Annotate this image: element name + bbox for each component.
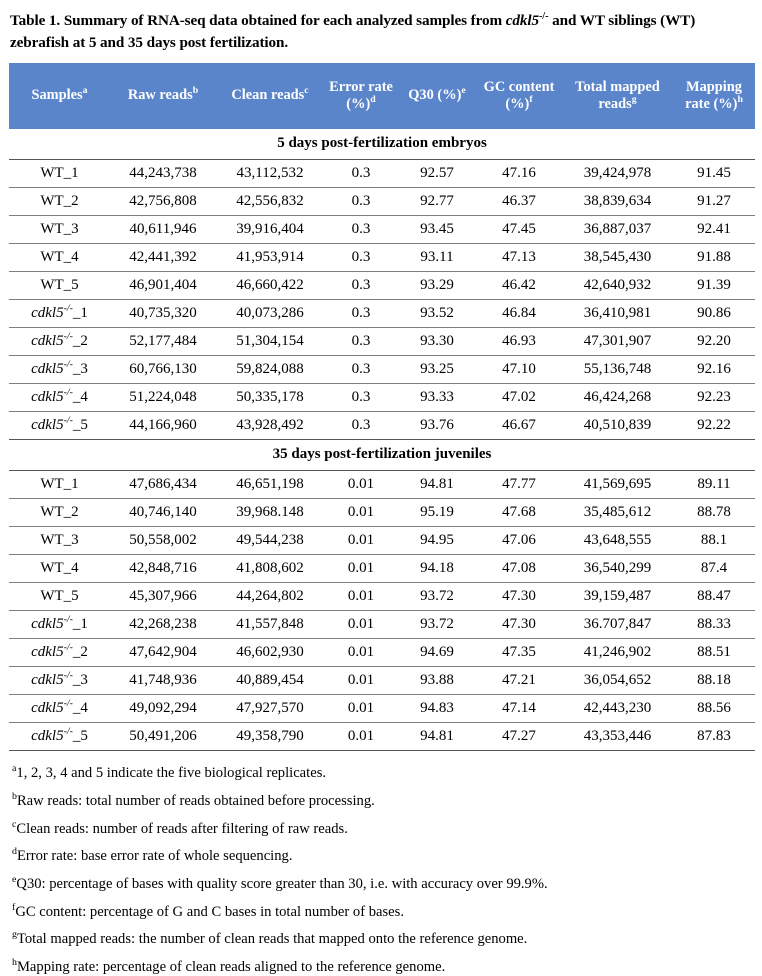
cell-total-mapped-reads: 36.707,847	[562, 611, 673, 639]
cell-total-mapped-reads: 36,410,981	[562, 300, 673, 328]
replicate-suffix: _3	[72, 672, 88, 689]
column-header-footnote-marker: a	[82, 85, 88, 97]
cell-mapping-rate: 92.20	[673, 328, 755, 356]
cell-gc-content: 47.27	[476, 723, 562, 751]
sample-name-cell	[9, 412, 110, 440]
cell-error-rate: 0.01	[324, 695, 398, 723]
cell-raw-reads: 40,746,140	[110, 499, 216, 527]
cell-q30: 93.52	[398, 300, 476, 328]
cell-total-mapped-reads: 43,353,446	[562, 723, 673, 751]
table-row	[9, 328, 755, 356]
column-header-footnote-marker: h	[737, 93, 743, 105]
cell-total-mapped-reads: 43,648,555	[562, 527, 673, 555]
cell-error-rate: 0.01	[324, 583, 398, 611]
footnote-text: 1, 2, 3, 4 and 5 indicate the five biological replicates.	[16, 765, 327, 782]
cell-clean-reads: 49,358,790	[216, 723, 324, 751]
sample-name-cell	[9, 695, 110, 723]
cell-mapping-rate: 87.83	[673, 723, 755, 751]
genotype-superscript: -/-	[63, 670, 73, 682]
cell-mapping-rate: 92.22	[673, 412, 755, 440]
section-header-row	[9, 440, 755, 471]
cell-clean-reads: 40,073,286	[216, 300, 324, 328]
cell-raw-reads: 42,756,808	[110, 188, 216, 216]
footnote-text: Raw reads: total number of reads obtained before processing.	[16, 792, 375, 809]
gene-name: cdkl5	[31, 616, 64, 633]
cell-raw-reads: 44,243,738	[110, 160, 216, 188]
cell-clean-reads: 43,112,532	[216, 160, 324, 188]
genotype-superscript: -/-	[63, 359, 73, 371]
cell-mapping-rate: 88.78	[673, 499, 755, 527]
cell-total-mapped-reads: 36,540,299	[562, 555, 673, 583]
cell-gc-content: 47.68	[476, 499, 562, 527]
cell-q30: 92.77	[398, 188, 476, 216]
column-header-5	[398, 63, 476, 129]
caption-gene-name: cdkl5	[505, 12, 539, 29]
table-row	[9, 723, 755, 751]
sample-name-cell: WT_5	[9, 583, 110, 611]
cell-error-rate: 0.3	[324, 300, 398, 328]
cell-error-rate: 0.01	[324, 667, 398, 695]
cell-clean-reads: 39,968.148	[216, 499, 324, 527]
column-header-4	[324, 63, 398, 129]
cell-error-rate: 0.3	[324, 160, 398, 188]
cell-gc-content: 47.02	[476, 384, 562, 412]
cell-total-mapped-reads: 36,054,652	[562, 667, 673, 695]
cell-raw-reads: 42,848,716	[110, 555, 216, 583]
cell-mapping-rate: 88.18	[673, 667, 755, 695]
genotype-superscript: -/-	[63, 698, 73, 710]
column-header-3	[216, 63, 324, 129]
cell-clean-reads: 41,557,848	[216, 611, 324, 639]
sample-name-cell: WT_4	[9, 244, 110, 272]
sample-name-cell: WT_3	[9, 527, 110, 555]
sample-name-cell	[9, 639, 110, 667]
table-row	[9, 527, 755, 555]
cell-mapping-rate: 88.33	[673, 611, 755, 639]
sample-name-cell: WT_2	[9, 499, 110, 527]
gene-name: cdkl5	[31, 389, 64, 406]
replicate-suffix: _2	[72, 333, 88, 350]
table-row	[9, 188, 755, 216]
cell-total-mapped-reads: 40,510,839	[562, 412, 673, 440]
cell-total-mapped-reads: 42,443,230	[562, 695, 673, 723]
column-header-2	[110, 63, 216, 129]
cell-raw-reads: 42,441,392	[110, 244, 216, 272]
cell-q30: 93.30	[398, 328, 476, 356]
table-row	[9, 695, 755, 723]
section-header-row	[9, 129, 755, 160]
cell-clean-reads: 49,544,238	[216, 527, 324, 555]
cell-gc-content: 47.10	[476, 356, 562, 384]
cell-error-rate: 0.3	[324, 188, 398, 216]
cell-total-mapped-reads: 38,839,634	[562, 188, 673, 216]
cell-q30: 93.72	[398, 583, 476, 611]
cell-gc-content: 47.30	[476, 611, 562, 639]
replicate-suffix: _5	[72, 417, 88, 434]
table-row	[9, 667, 755, 695]
column-header-label: GC content (%)	[483, 78, 555, 112]
cell-q30: 93.33	[398, 384, 476, 412]
cell-q30: 92.57	[398, 160, 476, 188]
cell-error-rate: 0.01	[324, 611, 398, 639]
cell-raw-reads: 60,766,130	[110, 356, 216, 384]
table-row	[9, 639, 755, 667]
cell-gc-content: 47.06	[476, 527, 562, 555]
cell-q30: 93.45	[398, 216, 476, 244]
cell-error-rate: 0.3	[324, 356, 398, 384]
column-header-label: Q30 (%)	[408, 87, 462, 104]
cell-total-mapped-reads: 39,159,487	[562, 583, 673, 611]
footnote-text: Mapping rate: percentage of clean reads aligned to the reference genome.	[16, 959, 446, 976]
cell-gc-content: 47.77	[476, 471, 562, 499]
cell-raw-reads: 51,224,048	[110, 384, 216, 412]
column-header-label: Clean reads	[231, 87, 305, 104]
column-header-label: Samples	[31, 87, 83, 104]
table-header	[9, 63, 755, 129]
cell-q30: 93.25	[398, 356, 476, 384]
cell-clean-reads: 59,824,088	[216, 356, 324, 384]
column-header-1	[9, 63, 110, 129]
cell-q30: 95.19	[398, 499, 476, 527]
cell-error-rate: 0.3	[324, 384, 398, 412]
cell-gc-content: 47.30	[476, 583, 562, 611]
table-row	[9, 583, 755, 611]
footnote-marker: d	[12, 846, 17, 858]
genotype-superscript: -/-	[63, 331, 73, 343]
table-row	[9, 555, 755, 583]
cell-q30: 94.18	[398, 555, 476, 583]
replicate-suffix: _4	[72, 700, 88, 717]
gene-name: cdkl5	[31, 644, 64, 661]
cell-clean-reads: 41,808,602	[216, 555, 324, 583]
cell-q30: 94.81	[398, 723, 476, 751]
sample-name-cell	[9, 356, 110, 384]
cell-mapping-rate: 91.88	[673, 244, 755, 272]
table-caption	[10, 10, 752, 53]
footnote-text: GC content: percentage of G and C bases in total number of bases.	[15, 903, 404, 920]
table-body	[9, 129, 755, 751]
sample-name-cell	[9, 300, 110, 328]
column-header-8	[673, 63, 755, 129]
cell-gc-content: 47.45	[476, 216, 562, 244]
footnote-marker: h	[12, 957, 17, 969]
cell-q30: 94.83	[398, 695, 476, 723]
cell-total-mapped-reads: 42,640,932	[562, 272, 673, 300]
column-header-6	[476, 63, 562, 129]
cell-error-rate: 0.01	[324, 723, 398, 751]
genotype-superscript: -/-	[63, 726, 73, 738]
cell-error-rate: 0.3	[324, 328, 398, 356]
table-row	[9, 356, 755, 384]
replicate-suffix: _3	[72, 361, 88, 378]
cell-error-rate: 0.01	[324, 471, 398, 499]
table-row	[9, 611, 755, 639]
cell-q30: 94.95	[398, 527, 476, 555]
table-row	[9, 499, 755, 527]
cell-raw-reads: 40,735,320	[110, 300, 216, 328]
replicate-suffix: _1	[72, 305, 88, 322]
table-header-row	[9, 63, 755, 129]
cell-raw-reads: 47,686,434	[110, 471, 216, 499]
table-footnotes	[12, 765, 752, 976]
cell-q30: 94.81	[398, 471, 476, 499]
gene-name: cdkl5	[31, 672, 64, 689]
rnaseq-summary-table	[9, 63, 755, 751]
gene-name: cdkl5	[31, 305, 64, 322]
cell-clean-reads: 50,335,178	[216, 384, 324, 412]
cell-raw-reads: 50,558,002	[110, 527, 216, 555]
footnote-marker: g	[12, 929, 17, 941]
column-header-label: Mapping rate (%)	[685, 78, 742, 112]
replicate-suffix: _1	[72, 616, 88, 633]
sample-name-cell	[9, 667, 110, 695]
cell-clean-reads: 46,660,422	[216, 272, 324, 300]
cell-mapping-rate: 92.23	[673, 384, 755, 412]
replicate-suffix: _4	[72, 389, 88, 406]
cell-error-rate: 0.01	[324, 527, 398, 555]
cell-mapping-rate: 88.1	[673, 527, 755, 555]
replicate-suffix: _5	[72, 728, 88, 745]
cell-clean-reads: 51,304,154	[216, 328, 324, 356]
cell-error-rate: 0.3	[324, 244, 398, 272]
caption-prefix: Table 1. Summary of RNA-seq data obtained for each analyzed samples from	[10, 12, 506, 29]
cell-q30: 94.69	[398, 639, 476, 667]
cell-raw-reads: 41,748,936	[110, 667, 216, 695]
cell-total-mapped-reads: 38,545,430	[562, 244, 673, 272]
gene-name: cdkl5	[31, 333, 64, 350]
cell-gc-content: 46.84	[476, 300, 562, 328]
footnote-text: Clean reads: number of reads after filtering of raw reads.	[16, 820, 348, 837]
cell-gc-content: 47.14	[476, 695, 562, 723]
section-title: 5 days post-fertilization embryos	[9, 129, 755, 160]
cell-mapping-rate: 89.11	[673, 471, 755, 499]
cell-gc-content: 46.67	[476, 412, 562, 440]
cell-mapping-rate: 92.16	[673, 356, 755, 384]
cell-total-mapped-reads: 36,887,037	[562, 216, 673, 244]
replicate-suffix: _2	[72, 644, 88, 661]
cell-mapping-rate: 91.39	[673, 272, 755, 300]
cell-mapping-rate: 90.86	[673, 300, 755, 328]
cell-gc-content: 47.13	[476, 244, 562, 272]
cell-error-rate: 0.3	[324, 272, 398, 300]
table-row	[9, 412, 755, 440]
table-row	[9, 244, 755, 272]
footnote-marker: f	[12, 901, 16, 913]
column-header-footnote-marker: g	[631, 93, 637, 105]
column-header-footnote-marker: e	[461, 85, 466, 97]
cell-q30: 93.76	[398, 412, 476, 440]
footnote-e	[12, 876, 752, 893]
sample-name-cell: WT_1	[9, 160, 110, 188]
cell-q30: 93.29	[398, 272, 476, 300]
genotype-superscript: -/-	[63, 415, 73, 427]
table-row	[9, 384, 755, 412]
cell-clean-reads: 39,916,404	[216, 216, 324, 244]
sample-name-cell: WT_2	[9, 188, 110, 216]
column-header-footnote-marker: d	[370, 93, 376, 105]
column-header-footnote-marker: b	[192, 85, 199, 97]
footnote-d	[12, 848, 752, 865]
cell-raw-reads: 42,268,238	[110, 611, 216, 639]
cell-gc-content: 47.16	[476, 160, 562, 188]
cell-gc-content: 46.37	[476, 188, 562, 216]
cell-clean-reads: 40,889,454	[216, 667, 324, 695]
caption-suffix: and WT siblings (WT) zebrafish at 5 and 35 days post fertilization.	[10, 12, 696, 51]
cell-total-mapped-reads: 39,424,978	[562, 160, 673, 188]
footnote-marker: a	[12, 763, 17, 775]
cell-error-rate: 0.01	[324, 555, 398, 583]
genotype-superscript: -/-	[63, 642, 73, 654]
table-row	[9, 272, 755, 300]
table-row	[9, 300, 755, 328]
cell-total-mapped-reads: 41,569,695	[562, 471, 673, 499]
sample-name-cell: WT_3	[9, 216, 110, 244]
column-header-footnote-marker: f	[529, 93, 533, 105]
cell-raw-reads: 45,307,966	[110, 583, 216, 611]
cell-q30: 93.88	[398, 667, 476, 695]
footnote-marker: e	[12, 874, 17, 886]
footnote-c	[12, 818, 752, 838]
cell-gc-content: 46.42	[476, 272, 562, 300]
cell-raw-reads: 50,491,206	[110, 723, 216, 751]
cell-total-mapped-reads: 46,424,268	[562, 384, 673, 412]
cell-gc-content: 47.35	[476, 639, 562, 667]
gene-name: cdkl5	[31, 728, 64, 745]
genotype-superscript: -/-	[63, 614, 73, 626]
cell-clean-reads: 41,953,914	[216, 244, 324, 272]
cell-mapping-rate: 91.45	[673, 160, 755, 188]
footnote-text: Total mapped reads: the number of clean reads that mapped onto the reference genome.	[16, 931, 528, 948]
column-header-label: Total mapped reads	[575, 78, 660, 112]
cell-error-rate: 0.3	[324, 216, 398, 244]
cell-gc-content: 46.93	[476, 328, 562, 356]
footnote-marker: c	[12, 818, 17, 830]
cell-q30: 93.11	[398, 244, 476, 272]
sample-name-cell: WT_1	[9, 471, 110, 499]
cell-total-mapped-reads: 47,301,907	[562, 328, 673, 356]
footnote-g	[12, 931, 752, 948]
footnote-f	[12, 901, 752, 921]
genotype-superscript: -/-	[63, 387, 73, 399]
cell-raw-reads: 40,611,946	[110, 216, 216, 244]
cell-error-rate: 0.01	[324, 639, 398, 667]
section-title: 35 days post-fertilization juveniles	[9, 440, 755, 471]
table-row	[9, 160, 755, 188]
sample-name-cell	[9, 723, 110, 751]
footnote-b	[12, 793, 752, 810]
cell-q30: 93.72	[398, 611, 476, 639]
table-row	[9, 471, 755, 499]
genotype-superscript: -/-	[63, 303, 73, 315]
cell-mapping-rate: 88.47	[673, 583, 755, 611]
caption-gene-superscript: -/-	[538, 10, 549, 22]
table-row	[9, 216, 755, 244]
cell-raw-reads: 47,642,904	[110, 639, 216, 667]
cell-clean-reads: 44,264,802	[216, 583, 324, 611]
column-header-label: Error rate (%)	[329, 78, 393, 112]
gene-name: cdkl5	[31, 361, 64, 378]
sample-name-cell	[9, 611, 110, 639]
cell-total-mapped-reads: 41,246,902	[562, 639, 673, 667]
footnote-marker: b	[12, 791, 17, 803]
cell-raw-reads: 49,092,294	[110, 695, 216, 723]
footnote-h	[12, 959, 752, 976]
cell-raw-reads: 46,901,404	[110, 272, 216, 300]
column-header-7	[562, 63, 673, 129]
footnote-a	[12, 765, 752, 782]
sample-name-cell	[9, 384, 110, 412]
cell-raw-reads: 52,177,484	[110, 328, 216, 356]
footnote-text: Error rate: base error rate of whole sequencing.	[16, 848, 293, 865]
cell-mapping-rate: 87.4	[673, 555, 755, 583]
cell-clean-reads: 47,927,570	[216, 695, 324, 723]
sample-name-cell: WT_5	[9, 272, 110, 300]
cell-mapping-rate: 91.27	[673, 188, 755, 216]
cell-clean-reads: 46,651,198	[216, 471, 324, 499]
cell-clean-reads: 42,556,832	[216, 188, 324, 216]
footnote-text: Q30: percentage of bases with quality score greater than 30, i.e. with accuracy over 99.9%.	[16, 876, 548, 893]
cell-total-mapped-reads: 35,485,612	[562, 499, 673, 527]
column-header-label: Raw reads	[127, 87, 193, 104]
cell-mapping-rate: 88.51	[673, 639, 755, 667]
cell-raw-reads: 44,166,960	[110, 412, 216, 440]
sample-name-cell: WT_4	[9, 555, 110, 583]
sample-name-cell	[9, 328, 110, 356]
cell-clean-reads: 43,928,492	[216, 412, 324, 440]
cell-clean-reads: 46,602,930	[216, 639, 324, 667]
gene-name: cdkl5	[31, 417, 64, 434]
cell-mapping-rate: 88.56	[673, 695, 755, 723]
cell-mapping-rate: 92.41	[673, 216, 755, 244]
cell-error-rate: 0.3	[324, 412, 398, 440]
gene-name: cdkl5	[31, 700, 64, 717]
cell-total-mapped-reads: 55,136,748	[562, 356, 673, 384]
column-header-footnote-marker: c	[304, 85, 309, 97]
cell-gc-content: 47.21	[476, 667, 562, 695]
cell-gc-content: 47.08	[476, 555, 562, 583]
cell-error-rate: 0.01	[324, 499, 398, 527]
